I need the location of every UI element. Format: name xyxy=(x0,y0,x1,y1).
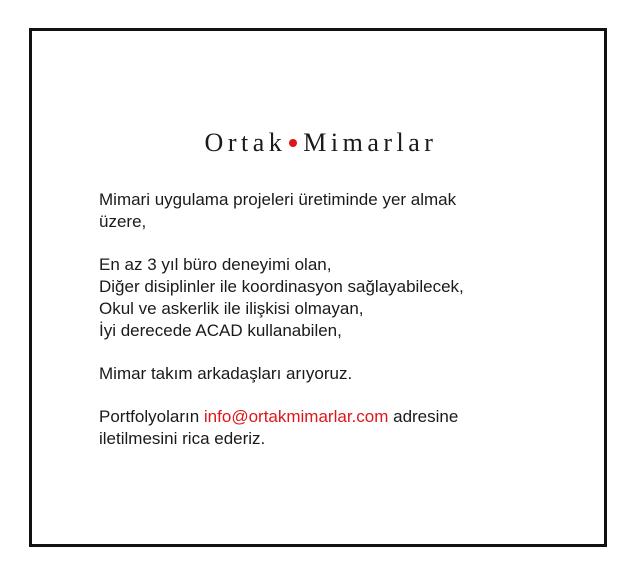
intro-line-1: Mimari uygulama projeleri üretiminde yer almak xyxy=(99,190,457,209)
logo-text-mimarlar: Mimarlar xyxy=(303,128,438,157)
contact-line-1 xyxy=(99,406,579,428)
email-link[interactable]: info@ortakmimarlar.com xyxy=(203,407,389,426)
requirement-coordination: Diğer disiplinler ile koordinasyon sağlayabilecek, xyxy=(99,277,464,296)
intro-paragraph xyxy=(99,189,579,233)
requirements-paragraph xyxy=(99,254,579,342)
requirement-experience: En az 3 yıl büro deneyimi olan, xyxy=(99,255,332,274)
contact-line-2: iletilmesini rica ederiz. xyxy=(99,429,266,448)
requirement-military: Okul ve askerlik ile ilişkisi olmayan, xyxy=(99,299,364,318)
contact-suffix: adresine xyxy=(393,407,459,426)
job-ad-text xyxy=(99,189,579,471)
requirement-acad: İyi derecede ACAD kullanabilen, xyxy=(99,321,342,340)
seeking-paragraph xyxy=(99,363,579,385)
intro-line-2: üzere, xyxy=(99,212,147,231)
logo-text-ortak: Ortak xyxy=(204,128,287,157)
company-logo xyxy=(32,128,610,158)
contact-prefix: Portfolyoların xyxy=(99,407,200,426)
ad-frame xyxy=(29,28,607,547)
contact-paragraph xyxy=(99,406,579,450)
logo-dot-icon xyxy=(289,139,297,147)
seeking-line: Mimar takım arkadaşları arıyoruz. xyxy=(99,364,353,383)
